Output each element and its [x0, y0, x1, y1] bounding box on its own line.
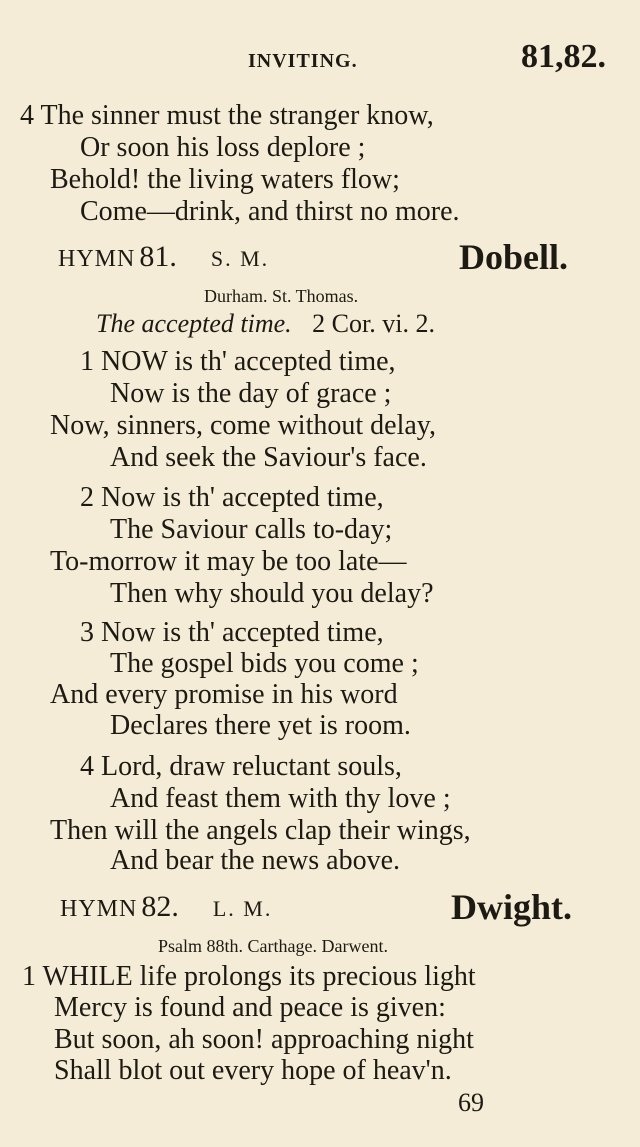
- hymn-81-heading: [58, 240, 269, 274]
- verse-line: Now is the day of grace ;: [110, 378, 392, 409]
- hymn-meter: S. M.: [210, 246, 270, 271]
- stanza-number: 1: [22, 961, 36, 992]
- header-hymn-numbers: 81,82.: [521, 38, 606, 75]
- scripture-reference: 2 Cor. vi. 2.: [312, 309, 435, 338]
- stanza-number: 4: [80, 751, 94, 782]
- verse-text: Now is th' accepted time,: [101, 617, 384, 648]
- verse-line: Declares there yet is room.: [110, 710, 411, 741]
- hymn-number: 82.: [141, 890, 179, 923]
- running-header: INVITING.: [248, 50, 358, 72]
- verse-text: Lord, draw reluctant souls,: [101, 751, 402, 782]
- hymn-82-heading: [60, 890, 272, 924]
- page-number: 69: [458, 1088, 484, 1117]
- verse-line: And bear the news above.: [110, 845, 401, 876]
- verse-line: Shall blot out every hope of heav'n.: [54, 1055, 452, 1086]
- verse-text: The sinner must the stranger know,: [40, 100, 434, 131]
- verse-text: Now is th' accepted time,: [101, 482, 384, 513]
- hymn-label: HYMN: [58, 246, 136, 272]
- stanza-line-1: [80, 482, 384, 514]
- verse-line: But soon, ah soon! approaching night: [54, 1024, 474, 1055]
- hymn-label: HYMN: [60, 896, 138, 922]
- verse-line: To-morrow it may be too late—: [50, 546, 407, 577]
- stanza-line-1: [80, 346, 396, 378]
- verse-line: And feast them with thy love ;: [110, 783, 451, 814]
- hymn-81-author: Dobell.: [458, 237, 568, 277]
- stanza-line-1: [80, 751, 402, 783]
- prev-stanza-line-1: [20, 100, 434, 132]
- verse-line: Then why should you delay?: [110, 578, 434, 609]
- hymn-81-subtitle: [96, 309, 435, 339]
- verse-line: And seek the Saviour's face.: [110, 442, 427, 473]
- hymn-number: 81.: [139, 240, 177, 273]
- subtitle-title: The accepted time.: [96, 309, 292, 338]
- verse-line: The Saviour calls to-day;: [110, 514, 393, 545]
- stanza-line-1: [22, 961, 476, 993]
- verse-line: Then will the angels clap their wings,: [50, 815, 471, 846]
- verse-line: Or soon his loss deplore ;: [80, 132, 366, 163]
- verse-line: Mercy is found and peace is given:: [54, 992, 446, 1023]
- verse-text: WHILE life prolongs its precious light: [42, 961, 476, 992]
- verse-line: Behold! the living waters flow;: [50, 164, 400, 195]
- hymn-82-tunes: Psalm 88th. Carthage. Darwent.: [158, 936, 388, 956]
- stanza-number: 3: [80, 617, 94, 648]
- verse-line: Now, sinners, come without delay,: [50, 410, 436, 441]
- hymn-meter: L. M.: [212, 896, 273, 921]
- verse-line: Come—drink, and thirst no more.: [80, 196, 460, 227]
- hymn-81-tunes: Durham. St. Thomas.: [204, 286, 359, 306]
- hymn-82-author: Dwight.: [450, 887, 572, 927]
- verse-line: And every promise in his word: [50, 679, 398, 710]
- verse-text: NOW is th' accepted time,: [101, 346, 396, 377]
- stanza-number: 1: [80, 346, 94, 377]
- verse-line: The gospel bids you come ;: [110, 648, 419, 679]
- stanza-number: 2: [80, 482, 94, 513]
- stanza-line-1: [80, 617, 384, 649]
- stanza-number: 4: [20, 100, 34, 131]
